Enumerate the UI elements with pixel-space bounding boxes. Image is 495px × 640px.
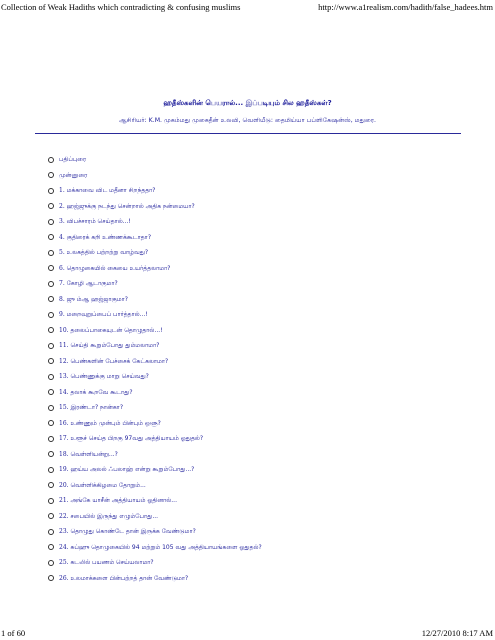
bullet-icon — [48, 281, 54, 287]
list-item — [48, 354, 262, 370]
list-item — [48, 230, 262, 246]
list-item — [48, 400, 262, 416]
toc-item-number: 21. — [59, 497, 69, 504]
toc-item-label: பெண்ணுக்கு மாறு செய்வது? — [70, 373, 149, 380]
list-item — [48, 493, 262, 509]
bullet-icon — [48, 498, 54, 504]
list-item — [48, 276, 262, 292]
bullet-icon — [48, 234, 54, 240]
bullet-icon — [48, 560, 54, 566]
bullet-icon — [48, 405, 54, 411]
article-title: ஹதீஸ்களின் பெயரால்... இப்படியும் சில ஹதீஸ்கள்? — [163, 99, 332, 107]
toc-link[interactable] — [59, 528, 196, 535]
toc-link[interactable] — [59, 249, 148, 256]
bullet-icon — [48, 467, 54, 473]
toc-link[interactable] — [59, 156, 86, 163]
list-item — [48, 555, 262, 571]
list-item — [48, 199, 262, 215]
toc-item-label: ஹஜ்ஜுக்கு நடந்து சென்றால் அதிக நன்மையா? — [66, 202, 195, 210]
toc-link[interactable] — [59, 280, 118, 287]
browser-url: http://www.a1realism.com/hadith/false_hadees.htm — [318, 2, 493, 12]
toc-item-label: கடலில் பயணம் செய்யலாமா? — [70, 559, 154, 566]
toc-item-number: 1. — [59, 187, 65, 194]
bullet-icon — [48, 544, 54, 550]
toc-item-label: தலைப்பாகையுடன் தொழுதால்...! — [70, 326, 163, 334]
list-item — [48, 183, 262, 199]
article-byline: ஆசிரியர்: K.M. முகம்மது முகைதீன் உலவி, வெளியீடு: தைமிய்யா பப்ளிகேஷன்ஸ், மதுரை. — [118, 117, 377, 124]
list-item — [48, 524, 262, 540]
toc-item-number: 8. — [59, 295, 65, 303]
toc-item-number: 7. — [59, 280, 65, 287]
print-timestamp: 12/27/2010 8:17 AM — [421, 628, 493, 638]
list-item — [48, 478, 262, 494]
list-item — [48, 369, 262, 385]
bullet-icon — [48, 265, 54, 271]
toc-item-label: சபையில் இருந்து எழும்போது... — [70, 512, 159, 520]
bullet-icon — [48, 296, 54, 302]
table-of-contents — [48, 152, 262, 586]
toc-item-label: ஹய்ய அலல் ஃபலாஹ் என்று கூறும்போது...? — [70, 466, 195, 473]
toc-item-label: தொழுகையில் கையை உயர்த்தலாமா? — [66, 264, 171, 272]
toc-item-label: வெள்ளிக்கிழமை தோறும்... — [70, 481, 146, 489]
toc-item-number: 24. — [59, 543, 69, 551]
toc-link[interactable] — [59, 513, 158, 520]
list-item — [48, 338, 262, 354]
list-item — [48, 307, 262, 323]
toc-item-number: 4. — [59, 233, 65, 241]
toc-item-label: முன்னுரை — [59, 171, 88, 179]
list-item — [48, 416, 262, 432]
toc-item-label: தலாக் கூறவே கூடாது? — [70, 388, 133, 396]
bullet-icon — [48, 529, 54, 535]
toc-item-number: 5. — [59, 249, 65, 256]
bullet-icon — [48, 203, 54, 209]
toc-link[interactable] — [59, 234, 151, 241]
toc-link[interactable] — [59, 404, 123, 411]
toc-link[interactable] — [59, 544, 262, 551]
list-item — [48, 168, 262, 184]
toc-item-number: 26. — [59, 574, 69, 582]
toc-link[interactable] — [59, 311, 148, 318]
list-item — [48, 462, 262, 478]
toc-link[interactable] — [59, 358, 168, 365]
bullet-icon — [48, 451, 54, 457]
bullet-icon — [48, 482, 54, 488]
toc-item-label: இரண்டா? நான்கா? — [70, 404, 124, 411]
toc-link[interactable] — [59, 265, 170, 272]
toc-item-number: 23. — [59, 528, 69, 535]
print-header — [0, 0, 495, 12]
toc-link[interactable] — [59, 559, 154, 566]
toc-item-label: குதிரைக் கறி உண்ணக்கூடாதா? — [66, 233, 152, 241]
toc-item-number: 11. — [59, 342, 69, 349]
list-item — [48, 431, 262, 447]
toc-item-label: தொழுது கொண்டே தான் இருக்க வேண்டுமா? — [70, 528, 196, 535]
toc-item-number: 18. — [59, 450, 69, 458]
list-item — [48, 214, 262, 230]
toc-item-number: 12. — [59, 357, 69, 365]
toc-item-number: 13. — [59, 373, 69, 380]
toc-link[interactable] — [59, 575, 188, 582]
toc-item-number: 19. — [59, 466, 69, 473]
toc-item-label: செய்தி கூறும்போது தும்மலாமா? — [70, 342, 160, 349]
browser-page-title: Collection of Weak Hadiths which contradicting & confusing muslims — [1, 2, 241, 12]
toc-item-number: 3. — [59, 218, 65, 225]
list-item — [48, 385, 262, 401]
toc-link[interactable] — [59, 373, 149, 380]
toc-item-number: 16. — [59, 419, 69, 427]
list-item — [48, 571, 262, 587]
toc-item-number: 20. — [59, 481, 69, 489]
bullet-icon — [48, 188, 54, 194]
bullet-icon — [48, 172, 54, 178]
list-item — [48, 323, 262, 339]
toc-item-number: 15. — [59, 404, 69, 411]
toc-item-label: பெண்களின் பேச்சைக் கேட்கலாமா? — [70, 357, 169, 365]
toc-item-label: உண்ணும் முன்பும் பின்பும் ஒளு? — [70, 419, 161, 427]
toc-item-label: உலகத்தில் பற்றற்று வாழ்வது? — [66, 249, 149, 256]
bullet-icon — [48, 250, 54, 256]
bullet-icon — [48, 219, 54, 225]
toc-item-label: ஜு ம்ஆ ஹஜ்ஜாகுமா? — [66, 295, 128, 303]
list-item — [48, 261, 262, 277]
bullet-icon — [48, 343, 54, 349]
toc-link[interactable] — [59, 296, 128, 303]
print-footer — [0, 628, 495, 640]
toc-link[interactable] — [59, 420, 161, 427]
toc-link[interactable] — [59, 451, 118, 458]
toc-item-label: மறைவுறுப்பைப் பார்த்தால்...! — [66, 311, 148, 318]
toc-link[interactable] — [59, 203, 195, 210]
toc-item-label: கோழி ஆடாகுமா? — [66, 280, 118, 287]
toc-item-number: 9. — [59, 311, 65, 318]
toc-item-number: 6. — [59, 264, 65, 272]
toc-item-number: 17. — [59, 435, 69, 442]
toc-item-label: பதிப்புரை — [59, 156, 87, 163]
bullet-icon — [48, 374, 54, 380]
toc-link[interactable] — [59, 342, 159, 349]
toc-item-label: உளூச் செய்த பிறகு 97வது அத்தியாயம் ஓதுதல்? — [70, 435, 204, 442]
toc-link[interactable] — [59, 172, 87, 179]
toc-item-number: 22. — [59, 512, 69, 520]
toc-item-label: விபச்சாரம் செய்தால்...! — [66, 218, 131, 225]
toc-item-label: அங்கே யாசீன் அத்தியாயம் ஓதினால்... — [70, 497, 177, 504]
toc-link[interactable] — [59, 497, 177, 504]
toc-item-label: உலமாக்களை பின்பற்றத் தான் வேண்டுமா? — [70, 574, 189, 582]
list-item — [48, 245, 262, 261]
list-item — [48, 540, 262, 556]
list-item — [48, 292, 262, 308]
toc-item-number: 25. — [59, 559, 69, 566]
bullet-icon — [48, 157, 54, 163]
bullet-icon — [48, 389, 54, 395]
bullet-icon — [48, 436, 54, 442]
bullet-icon — [48, 575, 54, 581]
bullet-icon — [48, 420, 54, 426]
title-divider — [35, 133, 461, 134]
bullet-icon — [48, 358, 54, 364]
toc-item-label: மக்காவை விட மதீனா சிறந்ததா? — [66, 187, 156, 194]
toc-link[interactable] — [59, 389, 133, 396]
bullet-icon — [48, 312, 54, 318]
toc-item-number: 14. — [59, 388, 69, 396]
list-item — [48, 447, 262, 463]
list-item — [48, 509, 262, 525]
page-count: 1 of 60 — [1, 628, 26, 638]
toc-link[interactable] — [59, 327, 163, 334]
toc-item-number: 10. — [59, 326, 69, 334]
toc-link[interactable] — [59, 466, 194, 473]
bullet-icon — [48, 327, 54, 333]
toc-item-label: சுப்ஹு தொழுகையில் 94 மற்றும் 105 வது அத்தியாயங்களை ஓதுதல்? — [70, 543, 262, 551]
toc-link[interactable] — [59, 218, 131, 225]
toc-item-number: 2. — [59, 202, 65, 210]
toc-link[interactable] — [59, 435, 203, 442]
toc-link[interactable] — [59, 187, 156, 194]
bullet-icon — [48, 513, 54, 519]
list-item — [48, 152, 262, 168]
toc-item-label: வெள்ளியன்று...? — [70, 450, 118, 458]
toc-link[interactable] — [59, 482, 146, 489]
